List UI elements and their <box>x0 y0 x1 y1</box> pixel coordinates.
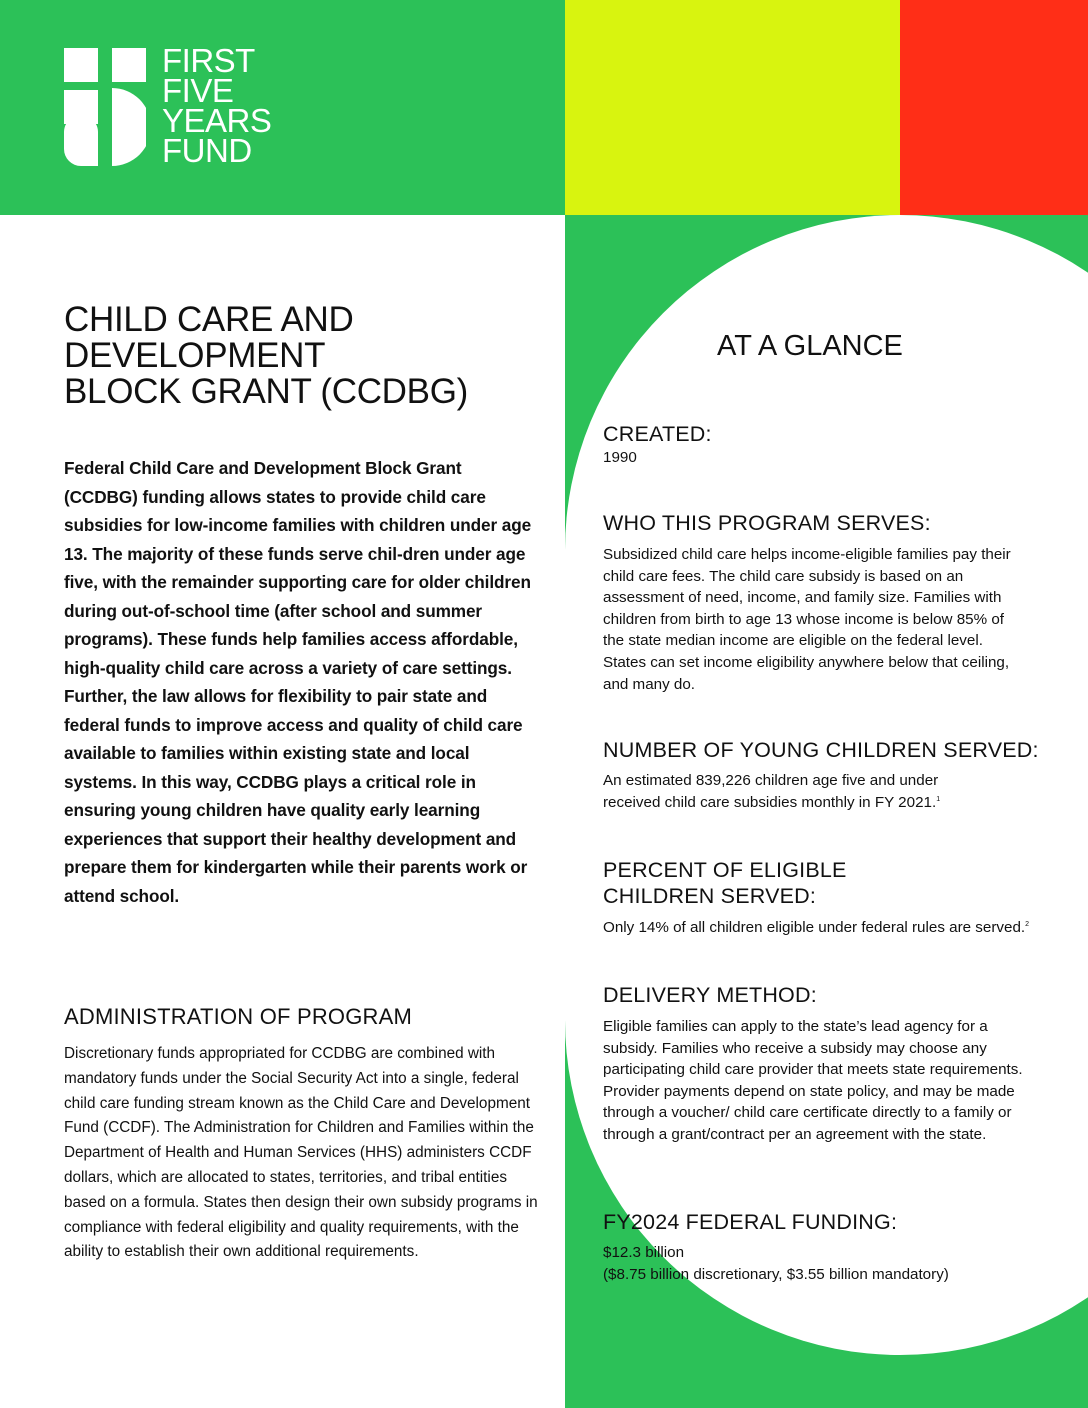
logo-line: FIRST <box>162 42 255 79</box>
delivery-text: Eligible families can apply to the state’s lead agency for a subsidy. Families who receive a subsidy may choose any participating child care provider that meets state requirements. Provider payments depend on state policy, and may be made through a voucher/ child care certificate directly to a family or through a grant/contract per an agreement with the state. <box>603 1018 1023 1143</box>
header-yellow-block <box>565 0 900 215</box>
footnote-1: 1 <box>936 795 941 803</box>
percent-heading-line: CHILDREN SERVED: <box>603 884 817 908</box>
created-value: 1990 <box>603 449 637 466</box>
percent-heading-line: PERCENT OF ELIGIBLE <box>603 858 847 882</box>
serves-heading: WHO THIS PROGRAM SERVES: <box>603 511 931 535</box>
percent-served-heading <box>603 857 847 909</box>
five-logo-icon <box>64 48 146 166</box>
intro-paragraph: Federal Child Care and Development Block Grant (CCDBG) funding allows states to provide child care subsidies for low-income families with children under age 13. The majority of these funds serve chil-dren under age five, with the remainder supporting care for older children during out-of-school time (after school and summer programs). These funds help families access affordable, high-quality child care across a variety of care settings. Further, the law allows for flexibility to pair state and federal funds to improve access and quality of child care available to families within existing state and local systems. In this way, CCDBG plays a critical role in ensuring young children have quality early learning experiences that support their healthy development and prepare them for kindergarten while their parents work or attend school. <box>64 458 532 906</box>
funding-total: $12.3 billion <box>603 1244 685 1261</box>
funding-heading: FY2024 FEDERAL FUNDING: <box>603 1210 898 1234</box>
title-line: DEVELOPMENT <box>64 336 326 375</box>
serves-text: Subsidized child care helps income-eligible families pay their child care fees. The child care subsidy is based on an assessment of need, income, and family size. Families with children from birth to age 13 whose income is below 85% of the state median income are eligible on the federal level. States can set income eligibility anywhere below that ceiling, and many do. <box>603 546 1011 693</box>
number-served-text <box>603 770 993 813</box>
glance-title: AT A GLANCE <box>717 330 903 362</box>
administration-heading: ADMINISTRATION OF PROGRAM <box>64 1004 413 1029</box>
logo-line: FUND <box>162 132 252 169</box>
administration-body: Discretionary funds appropriated for CCDBG are combined with mandatory funds under the Social Security Act into a single, federal child care funding stream known as the Child Care and Development Fund (CCDF). The Administration for Children and Families within the Department of Health and Human Services (HHS) administers CCDF dollars, which are allocated to states, territories, and tribal entities based on a formula. States then design their own subsidy programs in compliance with federal eligibility and quality requirements, with the ability to establish their own additional requirements. <box>64 1045 538 1261</box>
page-title <box>64 302 534 410</box>
title-line: BLOCK GRANT (CCDBG) <box>64 372 468 411</box>
percent-served-value: Only 14% of all children eligible under federal rules are served. <box>603 919 1026 936</box>
funding-text <box>603 1242 1043 1285</box>
number-served-value: An estimated 839,226 children age five and under received child care subsidies monthly in FY 2021. <box>603 772 939 811</box>
number-served-heading: NUMBER OF YOUNG CHILDREN SERVED: <box>603 738 1039 762</box>
created-heading: CREATED: <box>603 422 712 446</box>
logo-line: YEARS <box>162 102 272 139</box>
logo-line: FIVE <box>162 72 234 109</box>
title-line: CHILD CARE AND <box>64 300 354 339</box>
footnote-2: 2 <box>1025 920 1030 928</box>
percent-served-text <box>603 917 1073 939</box>
funding-breakdown: ($8.75 billion discretionary, $3.55 billion mandatory) <box>603 1265 949 1283</box>
logo-wordmark <box>162 42 272 169</box>
delivery-heading: DELIVERY METHOD: <box>603 983 817 1007</box>
header-red-block <box>900 0 1088 215</box>
